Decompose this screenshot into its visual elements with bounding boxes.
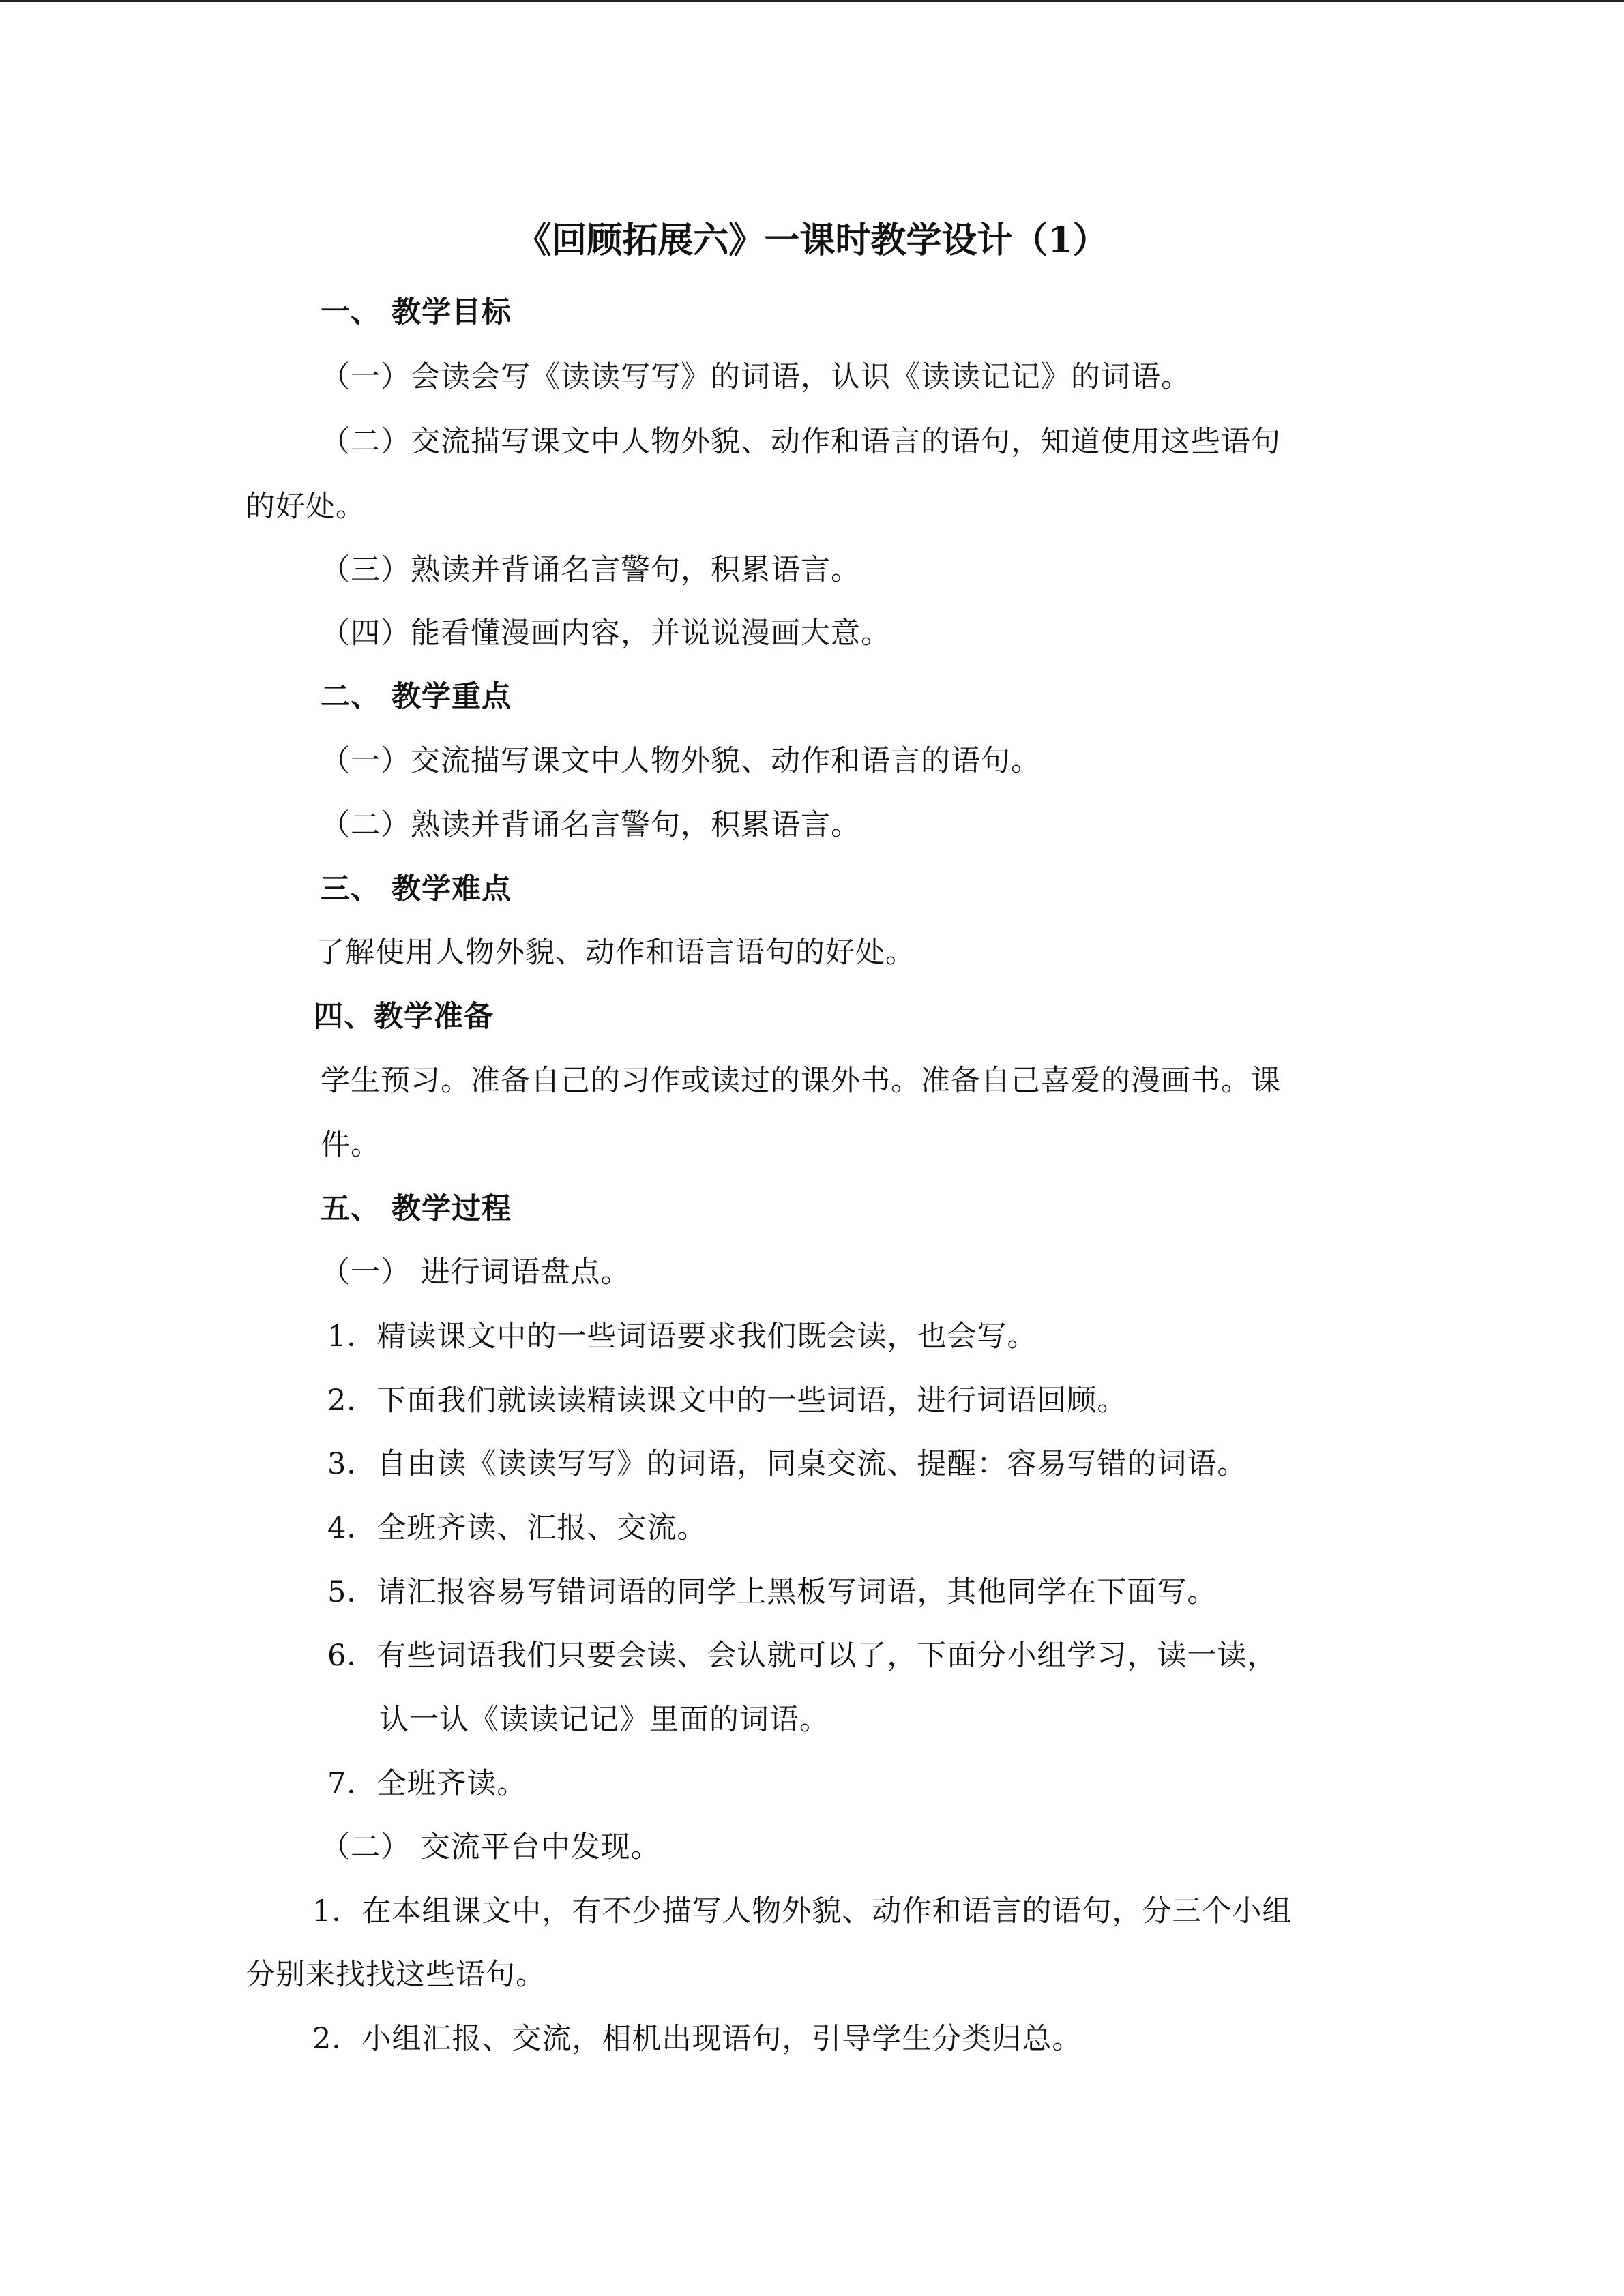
heading-process: 五、 教学过程 bbox=[321, 1192, 512, 1226]
preparation-text-continued: 件。 bbox=[321, 1128, 381, 1162]
heading-difficulties: 三、 教学难点 bbox=[321, 872, 512, 906]
process-section-1: （一） 进行词语盘点。 bbox=[321, 1255, 631, 1289]
heading-teaching-goals: 一、 教学目标 bbox=[321, 295, 512, 329]
difficulty-text: 了解使用人物外貌、动作和语言语句的好处。 bbox=[315, 936, 915, 970]
goal-item-2: （二）交流描写课文中人物外貌、动作和语言的语句，知道使用这些语句 bbox=[321, 425, 1281, 459]
goal-item-1: （一）会读会写《读读写写》的词语，认识《读读记记》的词语。 bbox=[321, 360, 1191, 394]
process-step-6: 6．有些词语我们只要会读、会认就可以了，下面分小组学习，读一读， bbox=[327, 1639, 1278, 1673]
process-step-5: 5．请汇报容易写错词语的同学上黑板写词语，其他同学在下面写。 bbox=[327, 1575, 1217, 1609]
process-step-4: 4．全班齐读、汇报、交流。 bbox=[327, 1511, 707, 1545]
process-step-3: 3．自由读《读读写写》的词语，同桌交流、提醒：容易写错的词语。 bbox=[327, 1447, 1247, 1481]
preparation-text: 学生预习。准备自己的习作或读过的课外书。准备自己喜爱的漫画书。课 bbox=[321, 1064, 1281, 1098]
process-step-2: 2．下面我们就读读精读课文中的一些词语，进行词语回顾。 bbox=[327, 1384, 1127, 1418]
goal-item-2-continued: 的好处。 bbox=[246, 490, 366, 524]
exchange-step-2: 2．小组汇报、交流，相机出现语句，引导学生分类归总。 bbox=[312, 2022, 1082, 2056]
key-point-1: （一）交流描写课文中人物外貌、动作和语言的语句。 bbox=[321, 744, 1041, 778]
process-step-1: 1．精读课文中的一些词语要求我们既会读，也会写。 bbox=[327, 1320, 1037, 1354]
exchange-step-1-continued: 分别来找找这些语句。 bbox=[246, 1958, 546, 1992]
heading-preparation: 四、教学准备 bbox=[314, 1000, 494, 1034]
process-step-7: 7．全班齐读。 bbox=[327, 1767, 527, 1801]
process-step-6-continued: 认一认《读读记记》里面的词语。 bbox=[379, 1703, 829, 1737]
goal-item-3: （三）熟读并背诵名言警句，积累语言。 bbox=[321, 553, 861, 587]
heading-key-points: 二、 教学重点 bbox=[321, 680, 512, 714]
key-point-2: （二）熟读并背诵名言警句，积累语言。 bbox=[321, 808, 861, 842]
exchange-step-1: 1．在本组课文中，有不少描写人物外貌、动作和语言的语句，分三个小组 bbox=[312, 1894, 1293, 1928]
goal-item-4: （四）能看懂漫画内容，并说说漫画大意。 bbox=[321, 616, 891, 651]
document-title: 《回顾拓展六》一课时教学设计（1） bbox=[516, 220, 1108, 261]
process-section-2: （二） 交流平台中发现。 bbox=[321, 1830, 661, 1864]
